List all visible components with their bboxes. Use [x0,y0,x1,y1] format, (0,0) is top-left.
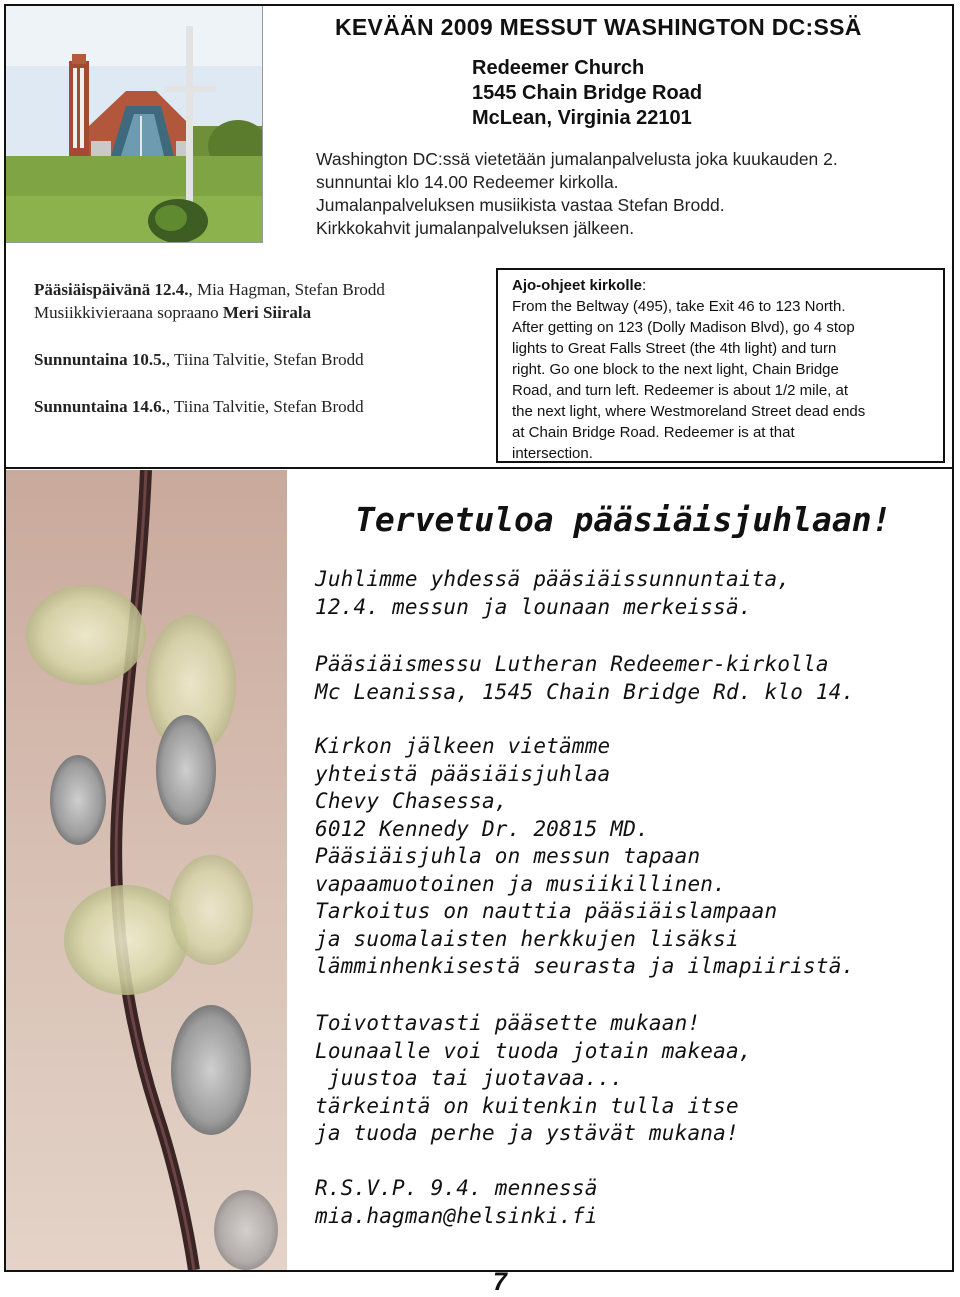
schedule-guest [34,301,484,324]
directions-title: Ajo-ohjeet kirkolle [512,277,643,294]
intro-line: Jumalanpalveluksen musiikista vastaa Stefan Brodd. [316,195,725,215]
invitation-block-rsvp [315,1175,935,1230]
directions-line: Road, and turn left. Redeemer is about 1/2 mile, at [512,382,849,399]
driving-directions-box: Ajo-ohjeet kirkolle: From the Beltway (495), take Exit 46 to 123 North. After getting on 123 (Dolly Madison Blvd), go 4 stop lights to Great Falls Street (the 4th light) and turn right. Go one block to the next light, Chain Bridge Road, and turn left. Redeemer is about 1/2 mile, at the next light, where Westmoreland Street dead ends at Chain Bridge Road. Redeemer is at that intersection. [496,268,945,463]
intro-line: Kirkkokahvit jumalanpalveluksen jälkeen. [316,218,635,238]
schedule-people: , Mia Hagman, Stefan Brodd [188,280,385,299]
schedule-easter [34,278,484,301]
directions-line: at Chain Bridge Road. Redeemer is at that [512,424,795,441]
schedule-date: Sunnuntaina 10.5. [34,350,166,369]
page-number: 7 [493,1268,507,1296]
schedule-june [34,395,484,418]
invitation-line: 6012 Kennedy Dr. 20815 MD. [315,816,649,841]
invitation-line: Mc Leanissa, 1545 Chain Bridge Rd. klo 14. [315,679,855,704]
schedule-people: , Tiina Talvitie, Stefan Brodd [165,350,364,369]
mass-schedule [34,278,484,418]
welcome-heading: Tervetuloa pääsiäisjuhlaan! [355,500,892,539]
rsvp-deadline: R.S.V.P. 9.4. mennessä [315,1176,598,1200]
directions-line: After getting on 123 (Dolly Madison Blvd), go 4 stop [512,319,855,336]
invitation-line: yhteistä pääsiäisjuhlaa [315,761,611,786]
invitation-block-celebrate [315,566,935,621]
section-divider [4,467,954,469]
invitation-block-mass [315,651,935,706]
intro-paragraph [316,148,936,240]
invitation-line: lämminhenkisestä seurasta ja ilmapiiristä. [315,954,855,978]
pussy-willow-photo [6,470,287,1270]
directions-line: the next light, where Westmoreland Street dead ends [512,403,866,420]
directions-line: right. Go one block to the next light, Chain Bridge [512,361,839,378]
invitation-line: 12.4. messun ja lounaan merkeissä. [315,594,752,619]
schedule-people: , Tiina Talvitie, Stefan Brodd [165,397,364,416]
invitation-line: tärkeintä on kuitenkin tulla itse [315,1093,739,1118]
invitation-block-party [315,733,935,981]
intro-line: Washington DC:ssä vietetään jumalanpalvelusta joka kuukauden 2. [316,149,838,169]
invitation-line: Chevy Chasessa, [315,789,508,813]
church-photo [6,6,263,243]
directions-line: From the Beltway (495), take Exit 46 to 123 North. [512,298,846,315]
invitation-line: Juhlimme yhdessä pääsiäissunnuntaita, [315,567,791,591]
church-address [472,56,702,131]
schedule-may [34,348,484,371]
guest-name: Meri Siirala [222,303,312,322]
guest-prefix: Musiikkivieraana sopraano [34,303,223,322]
invitation-line: juustoa tai juotavaa... [315,1066,624,1090]
intro-line: sunnuntai klo 14.00 Redeemer kirkolla. [316,172,619,192]
invitation-line: ja tuoda perhe ja ystävät mukana! [315,1121,739,1145]
invitation-line: vapaamuotoinen ja musiikillinen. [315,871,726,896]
address-line: McLean, Virginia 22101 [472,107,692,129]
address-line: Redeemer Church [472,57,645,79]
directions-line: intersection. [512,445,593,462]
address-line: 1545 Chain Bridge Road [472,82,703,104]
schedule-date: Pääsiäispäivänä 12.4. [34,280,189,299]
invitation-line: Pääsiäisjuhla on messun tapaan [315,844,701,868]
page-headline: KEVÄÄN 2009 MESSUT WASHINGTON DC:SSÄ [335,14,862,40]
rsvp-email[interactable]: mia.hagman@helsinki.fi [315,1203,598,1228]
invitation-block-welcome [315,1010,935,1148]
invitation-line: Kirkon jälkeen vietämme [315,734,611,758]
invitation-line: Toivottavasti pääsette mukaan! [315,1011,701,1035]
invitation-line: Tarkoitus on nauttia pääsiäislampaan [315,899,778,923]
schedule-date: Sunnuntaina 14.6. [34,397,166,416]
invitation-line: Pääsiäismessu Lutheran Redeemer-kirkolla [315,652,829,676]
invitation-line: ja suomalaisten herkkujen lisäksi [315,926,739,951]
invitation-line: Lounaalle voi tuoda jotain makeaa, [315,1038,752,1063]
directions-line: lights to Great Falls Street (the 4th light) and turn [512,340,837,357]
